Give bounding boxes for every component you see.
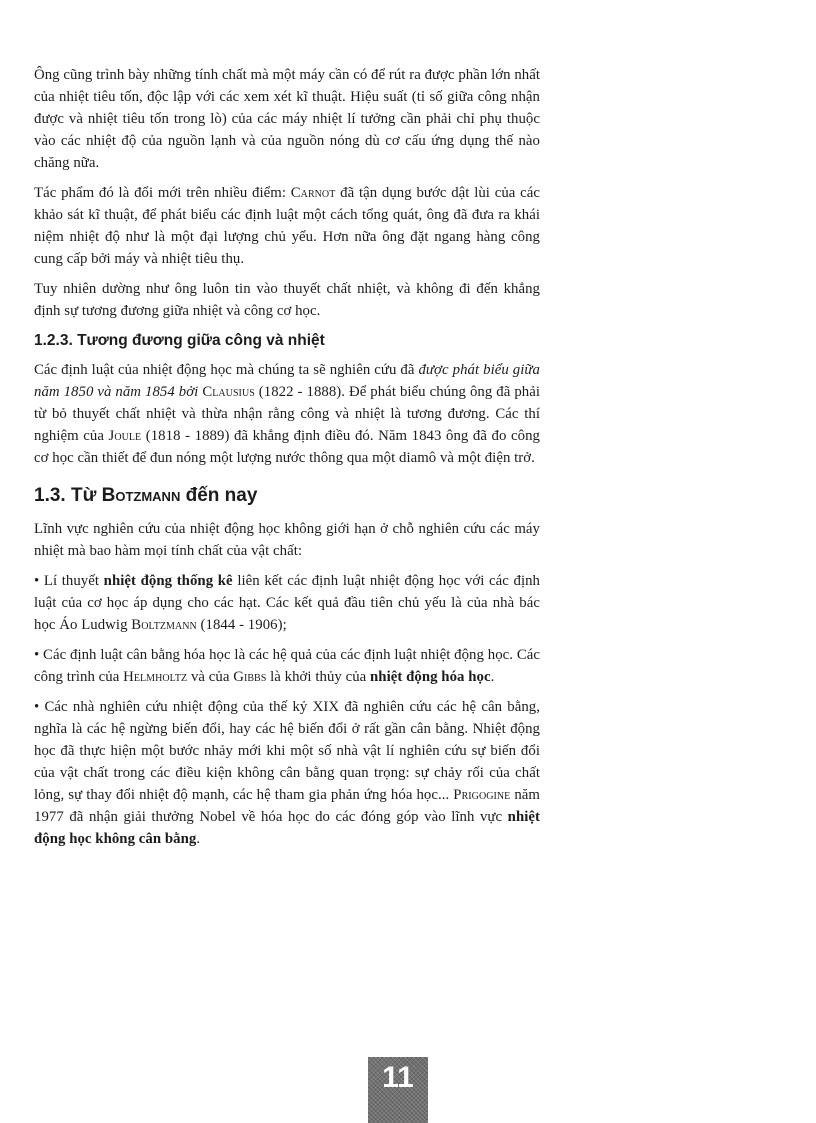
bold-term: nhiệt động hóa học xyxy=(370,669,491,685)
text-run: (1818 - 1889) đã khẳng định điều đó. Năm 1843 ông đã đo công cơ học cần thiết để đun nóng một lượng nước thông qua một diamô và một điện trở. xyxy=(34,428,540,466)
paragraph-carnot-innovation xyxy=(34,182,540,270)
paragraph-caloric-theory: Tuy nhiên dường như ông luôn tin vào thuyết chất nhiệt, và không đi đến khẳng định sự tương đương giữa nhiệt và công cơ học. xyxy=(34,281,540,319)
paragraph-carnot-efficiency: Ông cũng trình bày những tính chất mà một máy cần có để rút ra được phần lớn nhất của nhiệt tiêu tốn, độc lập với các xem xét kĩ thuật. Hiệu suất (tỉ số giữa công nhận được và nhiệt tiêu tốn trong lò) của các máy nhiệt lí tưởng cần phải chỉ phụ thuộc vào các nhiệt độ của nguồn lạnh và của nguồn nóng dù cơ cấu ứng dụng thế nào chăng nữa. xyxy=(34,67,540,171)
paragraph-intro: Lĩnh vực nghiên cứu của nhiệt động học không giới hạn ở chỗ nghiên cứu các máy nhiệt mà bao hàm mọi tính chất của vật chất: xyxy=(34,521,540,559)
page-body xyxy=(34,64,540,858)
text-run: Tác phẩm đó là đổi mới trên nhiều điểm: xyxy=(34,185,291,201)
bullet-chemical-thermodynamics xyxy=(34,644,540,688)
text-run: • Các định luật cân bằng hóa học là các hệ quả của các định luật nhiệt động học. Các công trình của xyxy=(34,647,540,685)
text-run: là khởi thủy của xyxy=(266,669,371,685)
text-run: liên kết các định luật nhiệt động học với các định luật của cơ học áp dụng cho các hạt. Các kết quả đầu tiên chủ yếu là của nhà bác học Áo Ludwig xyxy=(34,573,541,633)
bullet-nonequilibrium xyxy=(34,696,540,850)
name-boltzmann: Boltzmann xyxy=(131,617,197,633)
name-clausius: Clausius xyxy=(202,384,255,400)
text-run: . xyxy=(490,669,495,685)
bullet-statistical-thermodynamics xyxy=(34,570,540,636)
paragraph-clausius-joule xyxy=(34,359,540,469)
text-run: (1822 - 1888). Để phát biểu chúng ông đã phải từ bỏ thuyết chất nhiệt và thừa nhận rằng công và nhiệt là tương đương. Các thí nghiệm của xyxy=(34,384,541,444)
text-run: năm 1977 đã nhận giải thưởng Nobel về hóa học do các đóng góp vào lĩnh vực xyxy=(34,787,540,825)
bold-term: nhiệt động thống kê xyxy=(103,573,233,589)
section-heading-1-3 xyxy=(34,483,540,509)
name-joule: Joule xyxy=(108,428,142,444)
text-run: . xyxy=(196,831,201,847)
text-run: Các định luật của nhiệt động học mà chúng ta sẽ nghiên cứu đã xyxy=(34,362,419,378)
italic-run: được phát biểu giữa năm 1850 và năm 1854 bởi xyxy=(34,362,540,400)
text-run: đã tận dụng bước dật lùi của các khảo sát kĩ thuật, để phát biểu các định luật một cách tổng quát, ông đã đưa ra khái niệm nhiệt độ như là một đại lượng chủ yếu. Hơn nữa ông đặt ngang hàng công cung cấp bởi máy và nhiệt tiêu thụ. xyxy=(34,185,540,267)
name-gibbs: Gibbs xyxy=(233,669,267,685)
bold-term: nhiệt động học không cân bằng xyxy=(34,809,540,847)
name-botzmann: Botzmann xyxy=(101,485,181,506)
page-number: 11 xyxy=(368,1057,428,1123)
text-run: • Lí thuyết xyxy=(34,573,104,589)
name-carnot: Carnot xyxy=(290,185,336,201)
heading-run: đến nay xyxy=(180,485,258,506)
text-run: • Các nhà nghiên cứu nhiệt động của thế kỷ XIX đã nghiên cứu các hệ cân bằng, nghĩa là các hệ ngừng biến đổi, hay các hệ biến đổi ở rất gần cân bằng. Nhiệt động học đã thực hiện một bước nhảy mới khi một số nhà vật lí nghiên cứu sự biến đổi của vật chất trong các điều kiện không cân bằng quan trọng: sự chảy rối của chất lỏng, sự thay đổi nhiệt độ mạnh, các hệ tham gia phản ứng hóa học... xyxy=(34,699,540,803)
section-heading-1-2-3: 1.2.3. Tương đương giữa công và nhiệt xyxy=(34,332,325,349)
name-prigogine: Prigogine xyxy=(453,787,511,803)
text-run: (1844 - 1906); xyxy=(196,617,287,633)
name-helmholtz: Helmholtz xyxy=(123,669,188,685)
text-run: và của xyxy=(187,669,234,685)
heading-run: 1.3. Từ xyxy=(34,485,102,506)
